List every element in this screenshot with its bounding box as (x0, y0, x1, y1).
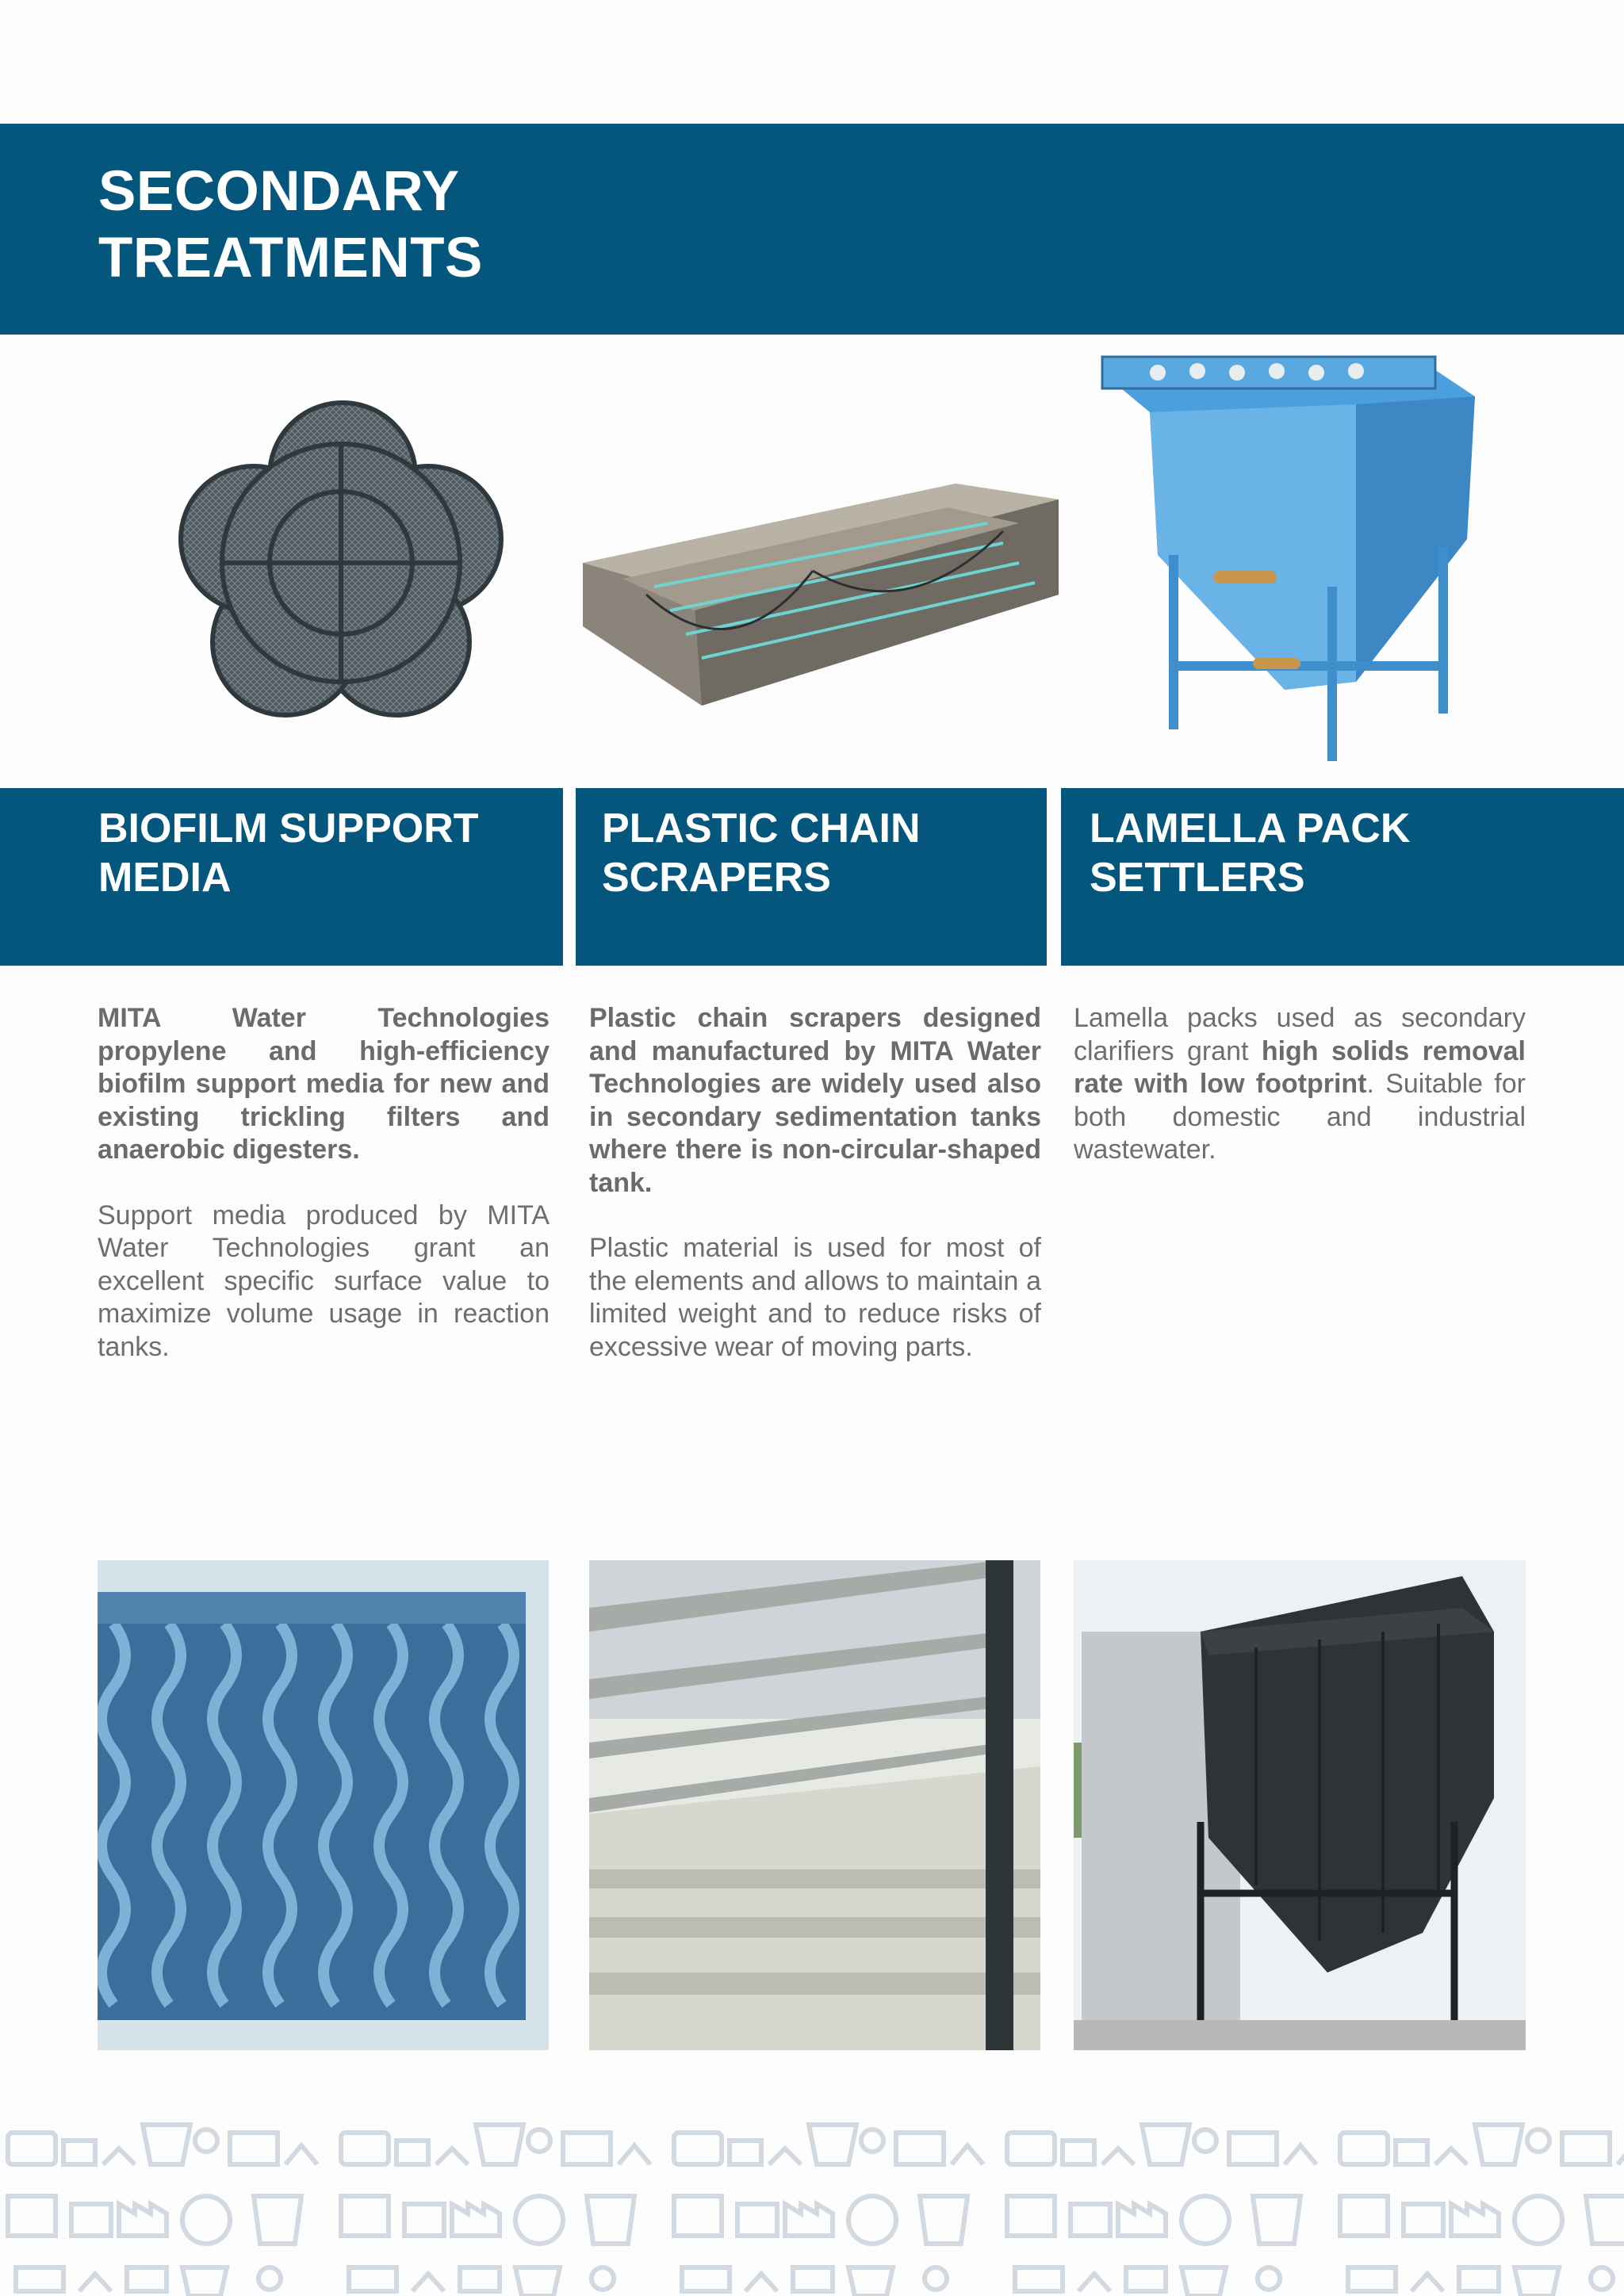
page-title-line-2: TREATMENTS (98, 227, 483, 289)
column-title-line-2: MEDIA (98, 855, 232, 901)
lamella-settler-photo (1074, 1560, 1526, 2050)
page-title (98, 159, 483, 292)
description-paragraph (1074, 1002, 1526, 1167)
chain-scraper-render (575, 468, 1067, 721)
column-title-line-2: SETTLERS (1090, 855, 1305, 901)
description-paragraph: Support media produced by MITA Water Technologies grant an excellent specific surface value to maximize volume usage in reaction tanks. (98, 1200, 550, 1362)
column-title-biofilm (98, 804, 479, 902)
column-title-line-1: BIOFILM SUPPORT (98, 806, 479, 851)
column-title-lamella (1090, 804, 1410, 902)
description-paragraph (589, 1002, 1041, 1200)
description-bold-text: Plastic chain scrapers designed and manufactured by MITA Water Technologies are widely used also in secondary sedimentation tanks where there is non-circular-shaped tank. (589, 1003, 1041, 1198)
column-title-line-1: LAMELLA PACK (1090, 806, 1411, 851)
decorative-icon-pattern (0, 2109, 1624, 2296)
description-paragraph: Plastic material is used for most of the elements and allows to maintain a limited weight and to reduce risks of excessive wear of moving parts. (589, 1233, 1041, 1362)
chain-scraper-photo (589, 1560, 1040, 2050)
biofilm-media-render (159, 381, 523, 745)
column-header-chain-scrapers (576, 788, 1047, 966)
column-header-biofilm (0, 788, 563, 966)
description-bold-text: high solids removal rate with low footprint (1074, 1035, 1526, 1099)
page-title-line-1: SECONDARY (98, 160, 460, 223)
column-title-line-2: SCRAPERS (602, 855, 831, 901)
biofilm-media-photo (98, 1560, 549, 2050)
description-text: Lamella packs used as secondary clarifiers grant (1074, 1003, 1526, 1066)
description-text: . Suitable for both domestic and industrial wastewater. (1074, 1069, 1526, 1165)
description-paragraph (98, 1002, 550, 1167)
lamella-settler-render (1094, 349, 1491, 769)
column-title-chain-scrapers (602, 804, 921, 902)
description-chain-scrapers (589, 1002, 1041, 1396)
column-header-lamella (1061, 788, 1624, 966)
description-lamella (1074, 1002, 1526, 1200)
description-biofilm (98, 1002, 550, 1396)
description-bold-text: MITA Water Technologies propylene and high-efficiency biofilm support media for new and existing trickling filters and anaerobic digesters. (98, 1003, 550, 1165)
column-title-line-1: PLASTIC CHAIN (602, 806, 921, 851)
